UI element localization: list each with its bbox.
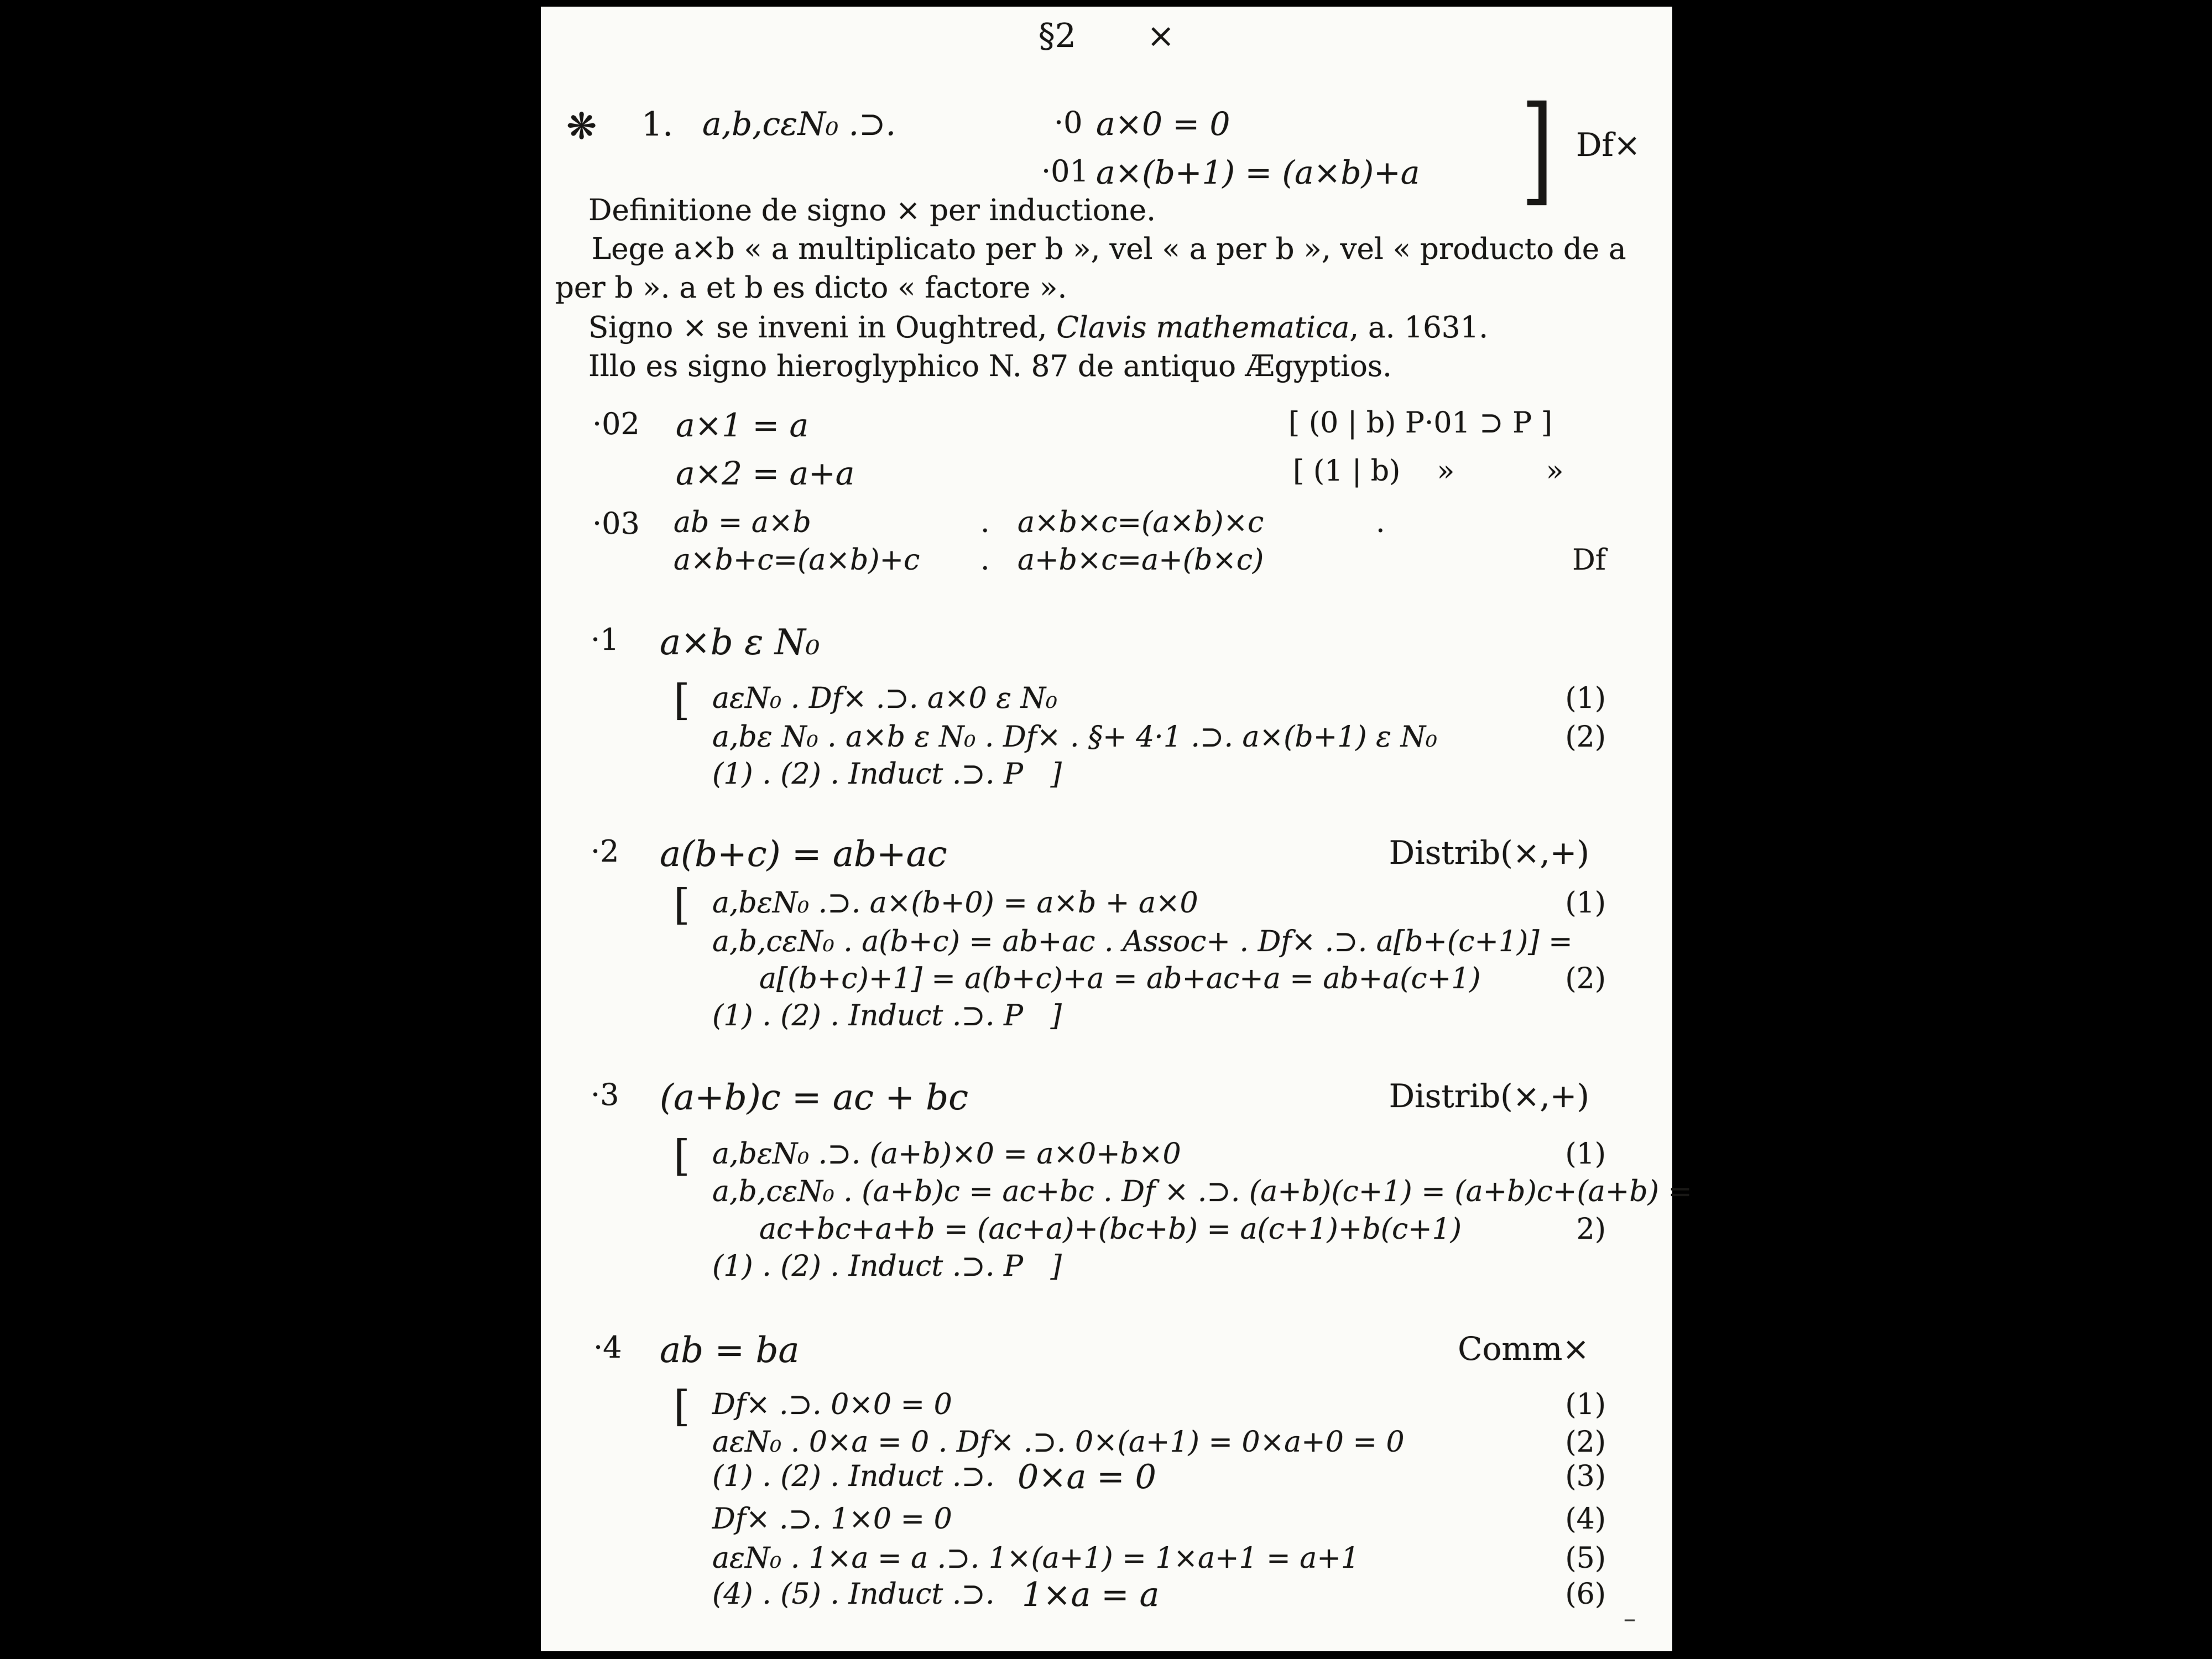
prop-4-proof-line6 <box>541 1575 1672 1622</box>
multiplication-sign: × <box>1146 17 1175 55</box>
proof-text: (1) . (2) . Induct .⊃. P ] <box>712 1250 1062 1283</box>
proof-text: Df× .⊃. 0×0 = 0 <box>712 1388 952 1421</box>
asterisk-icon: ❋ <box>566 105 597 148</box>
prop1-hypothesis: a,b,cεN₀ .⊃. <box>702 105 896 143</box>
prop1-line2-tag: ·01 <box>1041 154 1089 189</box>
prop-2-tag: ·2 <box>591 834 619 869</box>
prop-1-tag: ·1 <box>591 622 619 657</box>
proof-text: (1) . (2) . Induct .⊃. P ] <box>712 758 1062 791</box>
prop02-row1 <box>541 406 1672 451</box>
prop-4-law-label: Comm× <box>1458 1330 1589 1368</box>
proof-text: (1) . (2) . Induct .⊃. <box>712 1460 995 1493</box>
prop-3-statement: (a+b)c = ac + bc <box>660 1077 968 1118</box>
prop-2-law-label: Distrib(×,+) <box>1389 834 1589 872</box>
proof-text: aεN₀ . Df× .⊃. a×0 ε N₀ <box>712 682 1057 715</box>
paragraph-signo <box>541 311 1672 355</box>
separator-dot: . <box>1376 506 1385 539</box>
book-title: Clavis mathematica <box>1056 311 1350 345</box>
proof-text: a,bεN₀ .⊃. (a+b)×0 = a×0+b×0 <box>712 1138 1181 1171</box>
proof-text: a,bεN₀ .⊃. a×(b+0) = a×b + a×0 <box>712 886 1198 920</box>
paragraph-text: Lege a×b « a multiplicato per b », vel « a per b », vel « producto de a <box>592 232 1626 266</box>
proof-text: a,b,cεN₀ . a(b+c) = ab+ac . Assoc+ . Df× .⊃. a[b+(c+1)] = <box>712 925 1573 958</box>
prop1-line1-formula: a×0 = 0 <box>1096 105 1230 143</box>
proof-open-bracket: [ <box>674 1131 690 1180</box>
prop-3-law-label: Distrib(×,+) <box>1389 1077 1589 1115</box>
prop02-note2: [ (1 | b) » » <box>1293 455 1564 488</box>
proof-open-bracket: [ <box>674 675 690 724</box>
prop1-main-row <box>541 105 1672 149</box>
line-number: (1) <box>1565 886 1606 920</box>
proof-text: a,bε N₀ . a×b ε N₀ . Df× . §+ 4·1 .⊃. a×(b+1) ε N₀ <box>712 721 1437 754</box>
prop03-formula1: ab = a×b <box>674 506 811 539</box>
prop-4-tag: ·4 <box>593 1330 622 1365</box>
paragraph-definitione <box>541 194 1672 238</box>
signo-text-end: , a. 1631. <box>1349 311 1489 345</box>
scanned-page <box>541 7 1692 1651</box>
proof-text: aεN₀ . 0×a = 0 . Df× .⊃. 0×(a+1) = 0×a+0 = 0 <box>712 1426 1405 1459</box>
line-number: (1) <box>1565 682 1606 715</box>
line-number: (6) <box>1565 1578 1606 1611</box>
proof-result-formula: 1×a = a <box>1022 1575 1160 1614</box>
prop-1-proof-line1 <box>541 675 1672 726</box>
prop03-formula3: a×b+c=(a×b)+c <box>674 544 920 577</box>
prop-3-statement-row <box>541 1077 1672 1121</box>
paragraph-text: Definitione de signo × per inductione. <box>588 194 1156 227</box>
proof-text: (1) . (2) . Induct .⊃. P ] <box>712 999 1062 1032</box>
closing-bracket: ] <box>1521 81 1554 217</box>
line-number: (3) <box>1565 1460 1606 1493</box>
prop03-formula4: a+b×c=a+(b×c) <box>1018 544 1264 577</box>
prop-1-proof-line3 <box>541 758 1672 802</box>
prop-1-statement-row <box>541 622 1672 666</box>
prop1-line1-tag: ·0 <box>1054 105 1083 140</box>
prop02-formula2: a×2 = a+a <box>676 455 855 492</box>
proof-text: aεN₀ . 1×a = a .⊃. 1×(a+1) = 1×a+1 = a+1 <box>712 1542 1359 1575</box>
prop1-number: 1. <box>641 105 674 144</box>
separator-dot: . <box>980 544 990 577</box>
paragraph-lege-line2 <box>541 271 1672 315</box>
line-number: (2) <box>1565 962 1606 995</box>
section-number: §2 <box>1038 17 1076 55</box>
paragraph-lege-line1 <box>541 232 1672 276</box>
separator-dot: . <box>980 506 990 539</box>
line-number: (5) <box>1565 1542 1606 1575</box>
prop-2-proof-line1 <box>541 880 1672 931</box>
prop1-line2-formula: a×(b+1) = (a×b)+a <box>1096 154 1420 191</box>
prop-4-proof-line3 <box>541 1460 1672 1504</box>
prop-4-proof-line4 <box>541 1503 1672 1547</box>
proof-text: (4) . (5) . Induct .⊃. <box>712 1578 995 1611</box>
prop02-row2 <box>541 455 1672 499</box>
proof-open-bracket: [ <box>674 1381 690 1431</box>
prop03-df-label: Df <box>1572 544 1606 577</box>
prop1-second-row <box>541 154 1672 198</box>
line-number: (4) <box>1565 1503 1606 1536</box>
proof-result-formula: 0×a = 0 <box>1018 1458 1156 1496</box>
prop1-df-label: Df× <box>1576 126 1641 164</box>
line-number: 2) <box>1576 1213 1606 1246</box>
paragraph-illo <box>541 349 1672 394</box>
proof-open-bracket: [ <box>674 880 690 929</box>
line-number: (2) <box>1565 1426 1606 1459</box>
prop-4-statement-row <box>541 1330 1672 1374</box>
paragraph-text: per b ». a et b es dicto « factore ». <box>555 271 1067 305</box>
page-header <box>541 17 1672 55</box>
proof-text: a[(b+c)+1] = a(b+c)+a = ab+ac+a = ab+a(c+1) <box>759 962 1481 995</box>
prop-4-statement: ab = ba <box>660 1330 800 1371</box>
prop02-tag: ·02 <box>592 406 640 441</box>
line-number: (1) <box>1565 1138 1606 1171</box>
proof-text: Df× .⊃. 1×0 = 0 <box>712 1503 952 1536</box>
proof-text: a,b,cεN₀ . (a+b)c = ac+bc . Df × .⊃. (a+b)(c+1) = (a+b)c+(a+b) = <box>712 1175 1692 1208</box>
signo-text-start: Signo × se inveni in Oughtred, <box>588 311 1057 345</box>
prop-1-statement: a×b ε N₀ <box>660 622 820 663</box>
prop03-formula2: a×b×c=(a×b)×c <box>1018 506 1264 539</box>
prop02-note1: [ (0 | b) P·01 ⊃ P ] <box>1288 406 1552 440</box>
prop03-row2 <box>541 544 1672 588</box>
paragraph-text: Illo es signo hieroglyphico N. 87 de antiquo Ægyptios. <box>588 349 1392 383</box>
prop02-formula1: a×1 = a <box>676 406 809 444</box>
line-number: (2) <box>1565 721 1606 754</box>
prop-2-proof-line4 <box>541 999 1672 1044</box>
prop-2-statement-row <box>541 834 1672 878</box>
prop-2-statement: a(b+c) = ab+ac <box>660 834 947 875</box>
scan-artifact-dash: – <box>1624 1605 1636 1633</box>
line-number: (1) <box>1565 1388 1606 1421</box>
prop-3-tag: ·3 <box>591 1077 619 1112</box>
prop-3-proof-line4 <box>541 1250 1672 1294</box>
proof-text: ac+bc+a+b = (ac+a)+(bc+b) = a(c+1)+b(c+1) <box>759 1213 1462 1246</box>
paragraph-text <box>588 311 1488 345</box>
prop03-tag: ·03 <box>592 506 640 541</box>
